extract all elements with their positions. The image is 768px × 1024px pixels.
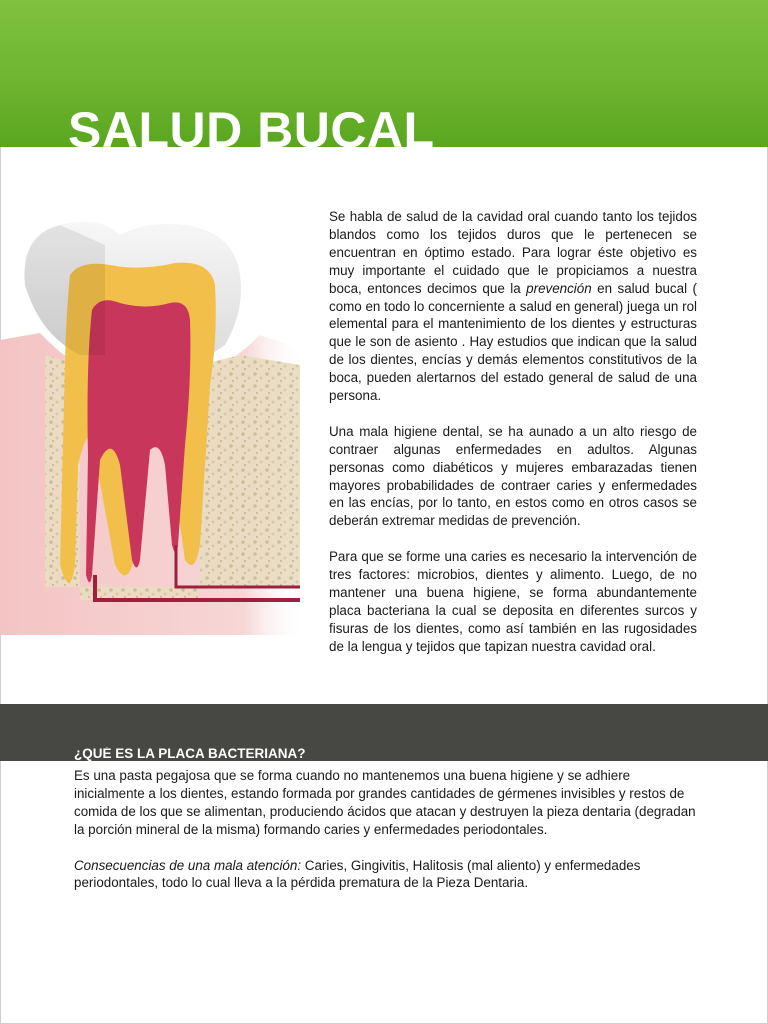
intro-paragraph-3: Para que se forme una caries es necesario la intervención de tres factores: microbios, dientes y alimento. Luego, de no mantener una buena higiene, se forma abundantemente placa bacteriana la cual se deposita en diferentes surcos y fisuras de los dientes, como así también en las rugosidades de la lengua y tejidos que tapizan nuestra cavidad oral. <box>329 549 697 654</box>
intro-paragraph-2: Una mala higiene dental, se ha aunado a un alto riesgo de contraer algunas enfermedades en adultos. Algunas personas como diabéticos y mujeres embarazadas tienen mayores probabilidades de contraer caries y enfermedades en las encías, por lo tanto, en estos como en otros casos se deberán extremar medidas de prevención. <box>329 423 697 529</box>
section-paragraph-2: Consecuencias de una mala atención: Caries, Gingivitis, Halitosis (mal aliento) y enfermedades periodontales, todo lo cual lleva a la pérdida prematura de la Pieza Dentaria. <box>74 857 641 891</box>
consequences-label: Consecuencias de una mala atención: <box>74 857 302 873</box>
tooth-cross-section-illustration <box>0 215 305 635</box>
section-paragraph-1: Es una pasta pegajosa que se forma cuando no mantenemos una buena higiene y se adhiere inicialmente a los dientes, estando formada por grandes cantidades de gérmenes invisibles y restos de comida de los que se alimentan, produciendo ácidos que atacan y destruyen la pieza dentaria (degradan la porción mineral de la misma) formando caries y enfermedades periodontales. <box>74 768 696 837</box>
prevencion-emphasis: prevención <box>526 280 592 296</box>
intro-paragraph-1: Se habla de salud de la cavidad oral cuando tanto los tejidos blandos como los tejidos duros que le pertenecen se encuentran en óptimo estado. Para lograr éste objetivo es muy importante el cuidado que le propiciamos a nuestra boca, entonces decimos que la prevención en salud bucal ( como en todo lo concerniente a salud en general) juega un rol elemental para el mantenimiento de los dientes y estructuras que le son de asiento . Hay estudios que indican que la salud de los dientes, encías y demás elementos constitutivos de la boca, pueden alertarnos del estado general de salud de una persona. <box>329 209 697 404</box>
intro-text <box>329 208 697 674</box>
section-heading: ¿QUÉ ES LA PLACA BACTERIANA? <box>74 747 306 761</box>
page-title: SALUD BUCAL <box>68 102 435 147</box>
section-body <box>74 767 699 910</box>
